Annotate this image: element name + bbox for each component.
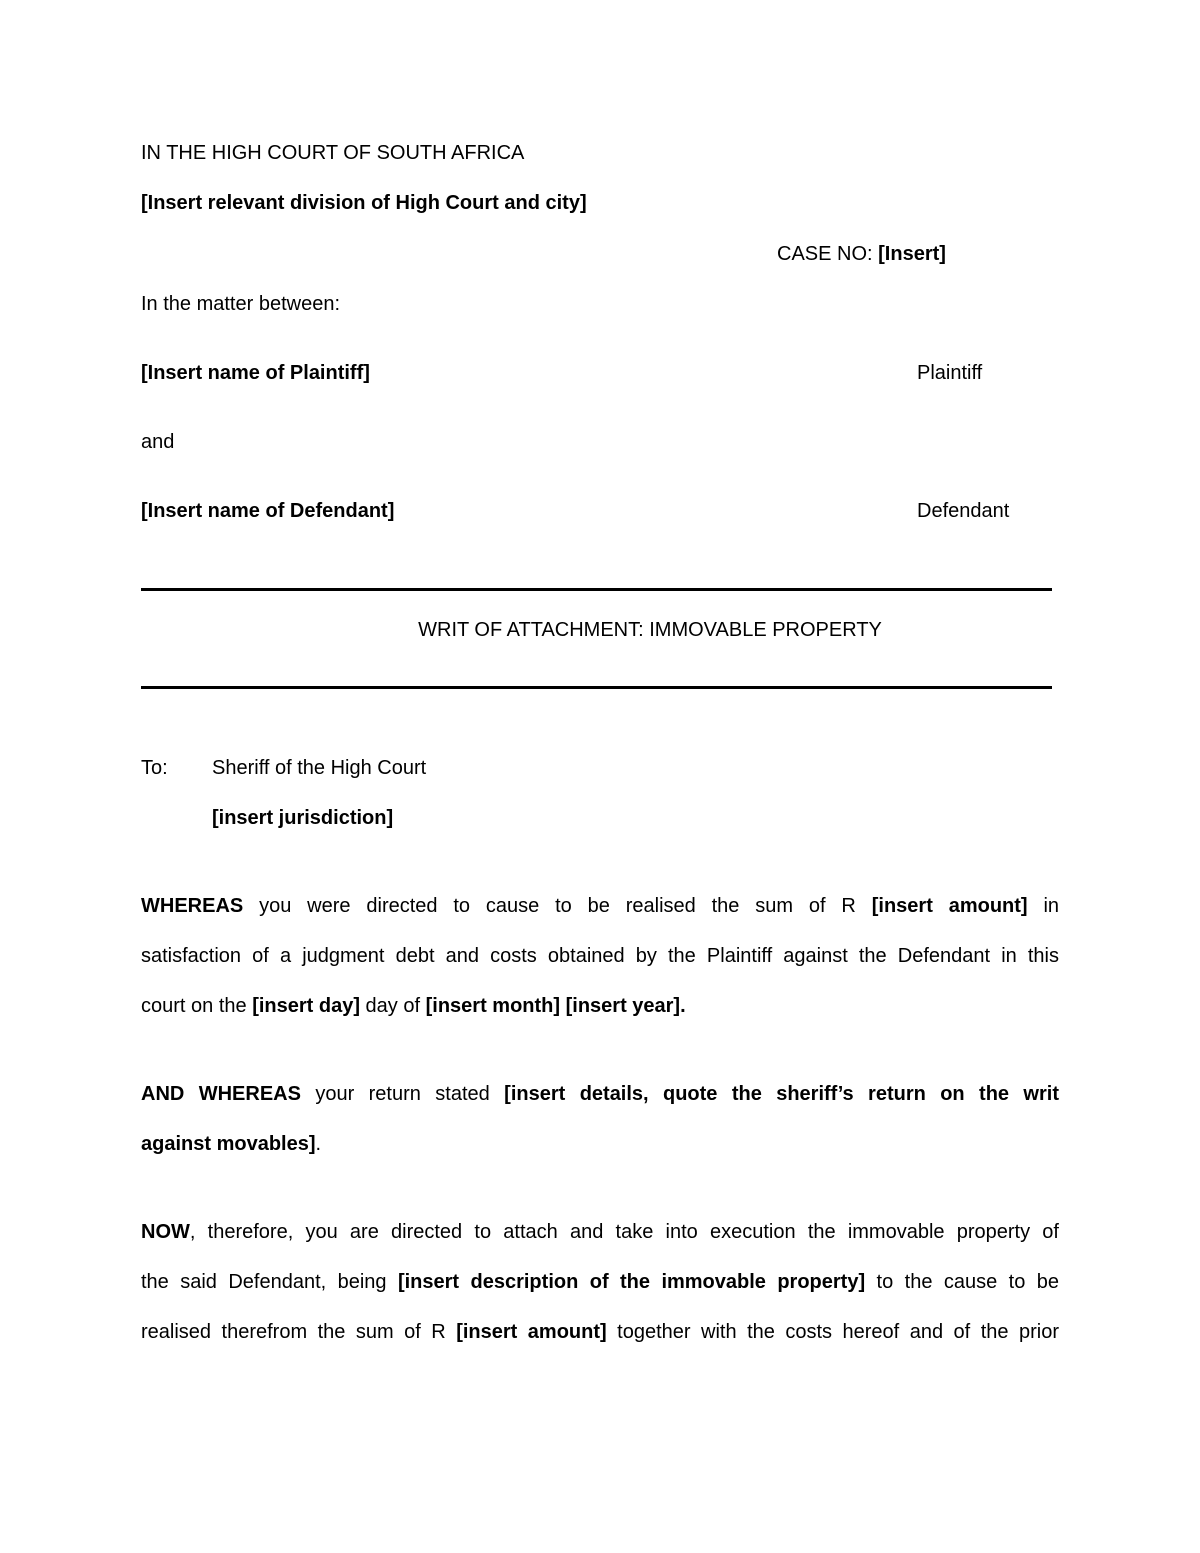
para1-day-placeholder: [insert day] [252, 995, 360, 1017]
para1-text-2: in [1027, 895, 1060, 917]
parties-intro: In the matter between: [141, 293, 341, 315]
defendant-role: Defendant [917, 500, 1010, 522]
para3-text-4: realised therefrom the sum of R [141, 1321, 457, 1343]
para2-line2 [141, 1132, 1059, 1156]
para3-description-placeholder: [insert description of the immovable property] [397, 1271, 866, 1293]
para1-line2: satisfaction of a judgment debt and costs obtained by the Plaintiff against the Defendant in this [141, 945, 1059, 967]
para1-lead: WHEREAS [141, 895, 244, 917]
addressee-recipient: Sheriff of the High Court [212, 757, 427, 779]
para2-details-placeholder: [insert details, quote the sheriff’s return on the writ [504, 1083, 1059, 1105]
document-title: WRIT OF ATTACHMENT: IMMOVABLE PROPERTY [418, 619, 882, 641]
plaintiff-name: [Insert name of Plaintiff] [141, 362, 370, 384]
addressee-jurisdiction: [insert jurisdiction] [212, 807, 394, 829]
plaintiff-role: Plaintiff [917, 362, 983, 384]
para2-text-1: your return stated [300, 1083, 505, 1105]
para1-text-4: day of [360, 995, 426, 1017]
case-no-value: [Insert] [878, 243, 946, 265]
parties-conjunction: and [141, 431, 175, 453]
para3-text-5: together with the costs hereof and of the prior [606, 1321, 1059, 1343]
title-rule-top [141, 588, 1052, 591]
case-number [777, 242, 946, 266]
para1-amount-placeholder: [insert amount] [871, 895, 1028, 917]
title-rule-bottom [141, 686, 1052, 689]
para2-text-2: . [315, 1133, 322, 1155]
para1-line1 [141, 894, 1059, 918]
case-no-label: CASE NO: [777, 243, 873, 265]
para1-month-year-placeholder: [insert month] [insert year]. [425, 995, 686, 1017]
para3-text-3: to the cause to be [865, 1271, 1059, 1293]
court-heading: IN THE HIGH COURT OF SOUTH AFRICA [141, 142, 525, 164]
division-placeholder: [Insert relevant division of High Court and city] [141, 192, 587, 214]
para2-line1 [141, 1082, 1059, 1106]
para1-text-1: you were directed to cause to be realised the sum of R [243, 895, 872, 917]
para3-line1 [141, 1220, 1059, 1244]
para2-lead: AND WHEREAS [141, 1083, 301, 1105]
para3-text-2: the said Defendant, being [141, 1271, 398, 1293]
para3-line3 [141, 1320, 1059, 1344]
para2-details-placeholder-cont: against movables] [141, 1133, 316, 1155]
defendant-name: [Insert name of Defendant] [141, 500, 395, 522]
para3-text-1: , therefore, you are directed to attach and take into execution the immovable property of [189, 1221, 1059, 1243]
para3-amount-placeholder: [insert amount] [456, 1321, 607, 1343]
to-label: To: [141, 757, 168, 779]
para1-text-3: court on the [141, 995, 253, 1017]
para3-lead: NOW [141, 1221, 190, 1243]
para1-line3 [141, 994, 1059, 1018]
para3-line2 [141, 1270, 1059, 1294]
